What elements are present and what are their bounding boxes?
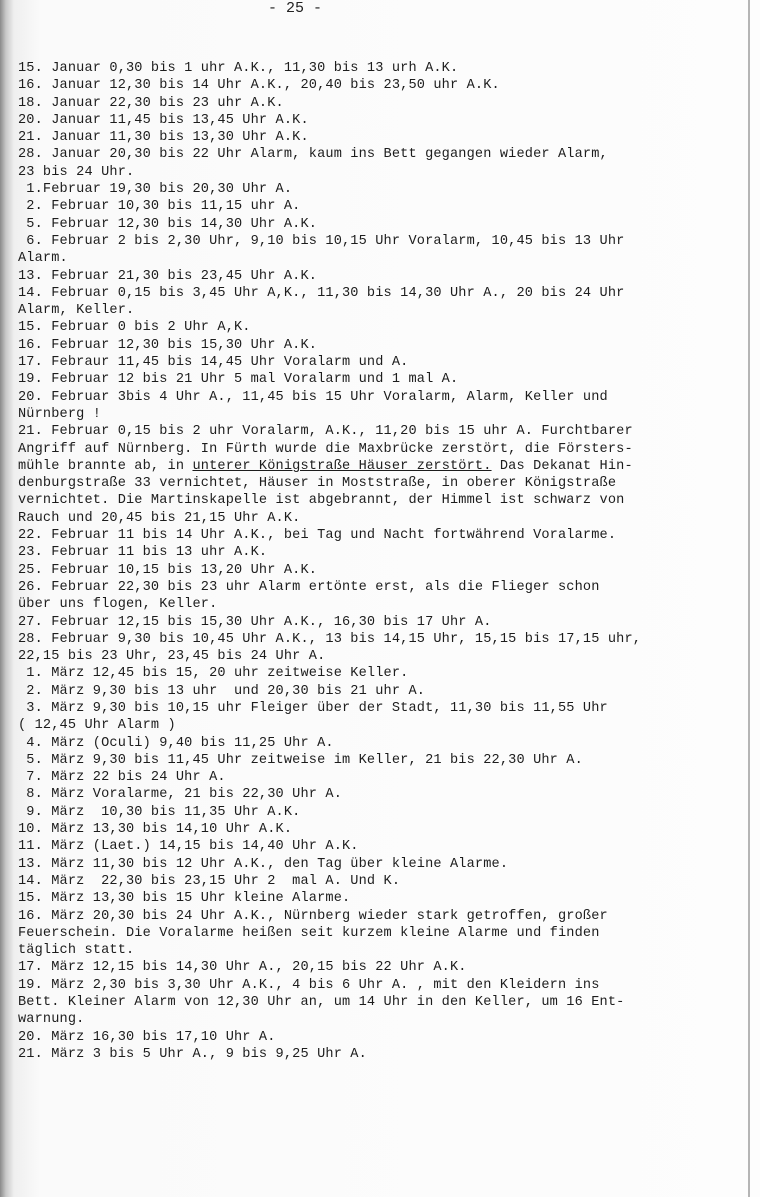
diary-line: 21. Januar 11,30 bis 13,30 Uhr A.K.	[18, 130, 309, 146]
diary-line: 9. März 10,30 bis 11,35 Uhr A.K.	[18, 804, 301, 820]
diary-line: 26. Februar 22,30 bis 23 uhr Alarm ertönte erst, als die Flieger schon	[18, 579, 600, 595]
diary-line: Nürnberg !	[18, 406, 102, 422]
diary-line: 19. März 2,30 bis 3,30 Uhr A.K., 4 bis 6 Uhr A. , mit den Kleidern ins	[18, 977, 600, 993]
diary-line: Bett. Kleiner Alarm von 12,30 Uhr an, um 14 Uhr in den Keller, um 16 Ent-	[18, 995, 625, 1011]
diary-line: täglich statt.	[18, 943, 135, 959]
page-edge-rule	[748, 0, 750, 1197]
diary-line: 27. Februar 12,15 bis 15,30 Uhr A.K., 16,30 bis 17 Uhr A.	[18, 614, 492, 630]
diary-line: 22,15 bis 23 Uhr, 23,45 bis 24 Uhr A.	[18, 649, 326, 665]
diary-line: vernichtet. Die Martinskapelle ist abgebrannt, der Himmel ist schwarz von	[18, 493, 625, 509]
diary-line: 28. Februar 9,30 bis 10,45 Uhr A.K., 13 bis 14,15 Uhr, 15,15 bis 17,15 uhr,	[18, 631, 642, 647]
diary-line-underlined: mühle brannte ab, in unterer Königstraße Häuser zerstört. Das Dekanat Hin-	[18, 458, 633, 474]
diary-line: 8. März Voralarme, 21 bis 22,30 Uhr A.	[18, 787, 342, 803]
diary-line: 13. März 11,30 bis 12 Uhr A.K., den Tag über kleine Alarme.	[18, 856, 509, 872]
diary-line: 23 bis 24 Uhr.	[18, 164, 135, 180]
diary-line: 19. Februar 12 bis 21 Uhr 5 mal Voralarm und 1 mal A.	[18, 372, 459, 388]
diary-line: 15. Januar 0,30 bis 1 uhr A.K., 11,30 bis 13 urh A.K.	[18, 61, 459, 76]
diary-line: Feuerschein. Die Voralarme heißen seit kurzem kleine Alarme und finden	[18, 925, 600, 941]
diary-line: 1.Februar 19,30 bis 20,30 Uhr A.	[18, 182, 293, 198]
diary-line: denburgstraße 33 vernichtet, Häuser in Moststraße, in oberer Königstraße	[18, 476, 617, 492]
diary-line: 16. März 20,30 bis 24 Uhr A.K., Nürnberg wieder stark getroffen, großer	[18, 908, 608, 924]
diary-line: 15. Februar 0 bis 2 Uhr A,K.	[18, 320, 251, 336]
diary-line: 23. Februar 11 bis 13 uhr A.K.	[18, 545, 268, 561]
diary-line: ( 12,45 Uhr Alarm )	[18, 718, 176, 734]
diary-line: 16. Januar 12,30 bis 14 Uhr A.K., 20,40 bis 23,50 uhr A.K.	[18, 78, 500, 94]
diary-line: Rauch und 20,45 bis 21,15 Uhr A.K.	[18, 510, 301, 526]
diary-line: 1. März 12,45 bis 15, 20 uhr zeitweise Keller.	[18, 666, 409, 682]
page-number: - 25 -	[267, 0, 322, 17]
diary-line: Alarm, Keller.	[18, 303, 135, 319]
diary-line: 13. Februar 21,30 bis 23,45 Uhr A.K.	[18, 268, 318, 284]
diary-line: Angriff auf Nürnberg. In Fürth wurde die Maxbrücke zerstört, die Försters-	[18, 441, 633, 457]
diary-line: 3. März 9,30 bis 10,15 uhr Fleiger über der Stadt, 11,30 bis 11,55 Uhr	[18, 700, 608, 716]
diary-line: 5. Februar 12,30 bis 14,30 Uhr A.K.	[18, 216, 318, 232]
diary-line: 11. März (Laet.) 14,15 bis 14,40 Uhr A.K.	[18, 839, 359, 855]
diary-line: 5. März 9,30 bis 11,45 Uhr zeitweise im Keller, 21 bis 22,30 Uhr A.	[18, 752, 583, 768]
diary-line: 17. März 12,15 bis 14,30 Uhr A., 20,15 bis 22 Uhr A.K.	[18, 960, 467, 976]
diary-line: 16. Februar 12,30 bis 15,30 Uhr A.K.	[18, 337, 318, 353]
diary-line: über uns flogen, Keller.	[18, 597, 218, 613]
diary-line: 22. Februar 11 bis 14 Uhr A.K., bei Tag und Nacht fortwährend Voralarme.	[18, 528, 617, 544]
diary-line: 18. Januar 22,30 bis 23 uhr A.K.	[18, 95, 284, 111]
diary-line: 20. März 16,30 bis 17,10 Uhr A.	[18, 1029, 276, 1045]
diary-line: 20. Januar 11,45 bis 13,45 Uhr A.K.	[18, 112, 309, 128]
diary-line: warnung.	[18, 1012, 85, 1028]
diary-line: Alarm.	[18, 251, 68, 267]
diary-line: 7. März 22 bis 24 Uhr A.	[18, 770, 226, 786]
diary-line: 28. Januar 20,30 bis 22 Uhr Alarm, kaum ins Bett gegangen wieder Alarm,	[18, 147, 608, 163]
diary-line: 21. März 3 bis 5 Uhr A., 9 bis 9,25 Uhr A.	[18, 1046, 367, 1062]
diary-line: 14. März 22,30 bis 23,15 Uhr 2 mal A. Und K.	[18, 873, 401, 889]
diary-line: 6. Februar 2 bis 2,30 Uhr, 9,10 bis 10,15 Uhr Voralarm, 10,45 bis 13 Uhr	[18, 233, 625, 249]
diary-line: 14. Februar 0,15 bis 3,45 Uhr A,K., 11,30 bis 14,30 Uhr A., 20 bis 24 Uhr	[18, 285, 625, 301]
diary-line: 15. März 13,30 bis 15 Uhr kleine Alarme.	[18, 891, 351, 907]
diary-line: 17. Febraur 11,45 bis 14,45 Uhr Voralarm und A.	[18, 355, 409, 371]
diary-text	[18, 60, 718, 1063]
diary-line: 21. Februar 0,15 bis 2 uhr Voralarm, A.K., 11,20 bis 15 uhr A. Furchtbarer	[18, 424, 633, 440]
diary-line: 25. Februar 10,15 bis 13,20 Uhr A.K.	[18, 562, 318, 578]
diary-line: 2. März 9,30 bis 13 uhr und 20,30 bis 21 uhr A.	[18, 683, 426, 699]
diary-line: 20. Februar 3bis 4 Uhr A., 11,45 bis 15 Uhr Voralarm, Alarm, Keller und	[18, 389, 608, 405]
diary-line: 10. März 13,30 bis 14,10 Uhr A.K.	[18, 822, 293, 838]
diary-line: 2. Februar 10,30 bis 11,15 uhr A.	[18, 199, 301, 215]
diary-line: 4. März (Oculi) 9,40 bis 11,25 Uhr A.	[18, 735, 334, 751]
